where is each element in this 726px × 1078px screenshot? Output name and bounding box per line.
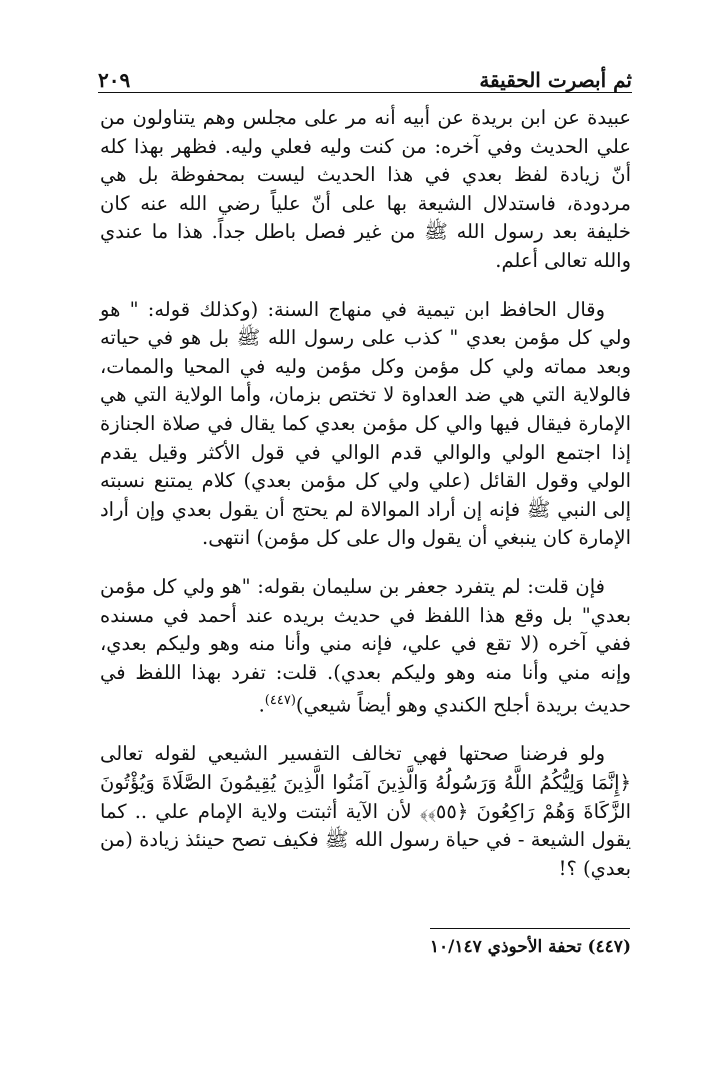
header-divider: [98, 92, 632, 93]
paragraph-1: عبيدة عن ابن بريدة عن أبيه أنه مر على مجلس وهم يتناولون من علي الحديث وفي آخره: من كنت وليه فعلي وليه. فظهر بهذا كله أنّ زيادة لفظ بعدي في هذا الحديث ليست بمحفوظة بل هي مردودة، فاستدلال الشيعة بها على أنّ علياً رضي الله عنه كان خليفة بعد رسول الله ﷺ من غير فصل باطل جداً. هذا ما عندي والله تعالى أعلم.: [100, 106, 631, 272]
paragraph-3-end: .: [258, 693, 265, 717]
paragraph-3-text: فإن قلت: لم يتفرد جعفر بن سليمان بقوله: "هو ولي كل مؤمن بعدي" بل وقع هذا اللفظ في حديث بريده عند أحمد في مسنده ففي آخره (لا تقع في علي، فإنه مني وأنا منه وهو وليكم بعدي، وإنه مني وأنا منه وهو وليكم بعدي). قلت: تفرد بهذا اللفظ في حديث بريدة أجلح الكندي وهو أيضاً شيعي): [100, 574, 631, 717]
footnote: (٤٤٧) تحفة الأحوذي ١٠/١٤٧: [429, 937, 631, 957]
main-text: [100, 104, 631, 903]
running-title: ثم أبصرت الحقيقة: [479, 68, 632, 92]
paragraph-3: [100, 573, 631, 720]
paragraph-4: ولو فرضنا صحتها فهي تخالف التفسير الشيعي لقوله تعالى ﴿إِنَّمَا وَلِيُّكُمُ اللَّهُ وَرَسُولُهُ وَالَّذِينَ آمَنُوا الَّذِينَ يُقِيمُونَ الصَّلَاةَ وَيُؤْتُونَ الزَّكَاةَ وَهُمْ رَاكِعُونَ ﴿٥٥﴾﴾ لأن الآية أثبتت ولاية الإمام علي .. كما يقول الشيعة - في حياة رسول الله ﷺ فكيف تصح حينئذ زيادة (من بعدي) ؟!: [100, 742, 631, 880]
page-number: ٢٠٩: [98, 68, 131, 92]
paragraph-2: وقال الحافظ ابن تيمية في منهاج السنة: (وكذلك قوله: " هو ولي كل مؤمن بعدي " كذب على رسول الله ﷺ بل هو في حياته وبعد مماته ولي كل مؤمن وكل مؤمن وليه في المحيا والممات، فالولاية التي هي ضد العداوة لا تختص بزمان، وأما الولاية التي هي الإمارة فيقال فيها والي كل مؤمن بعدي كما يقال في صلاة الجنازة إذا اجتمع الولي والوالي قدم الوالي في قول الأكثر وقيل يقدم الولي وقول القائل (علي ولي كل مؤمن بعدي) كلام يمتنع نسبته إلى النبي ﷺ فإنه إن أراد الموالاة لم يحتج أن يقول بعدي وإن أراد الإمارة كان ينبغي أن يقول وال على كل مؤمن) انتهى.: [100, 297, 631, 550]
page-header: [98, 58, 632, 92]
footnote-marker[interactable]: (٤٤٧): [264, 693, 296, 709]
footnote-divider: [430, 928, 630, 929]
